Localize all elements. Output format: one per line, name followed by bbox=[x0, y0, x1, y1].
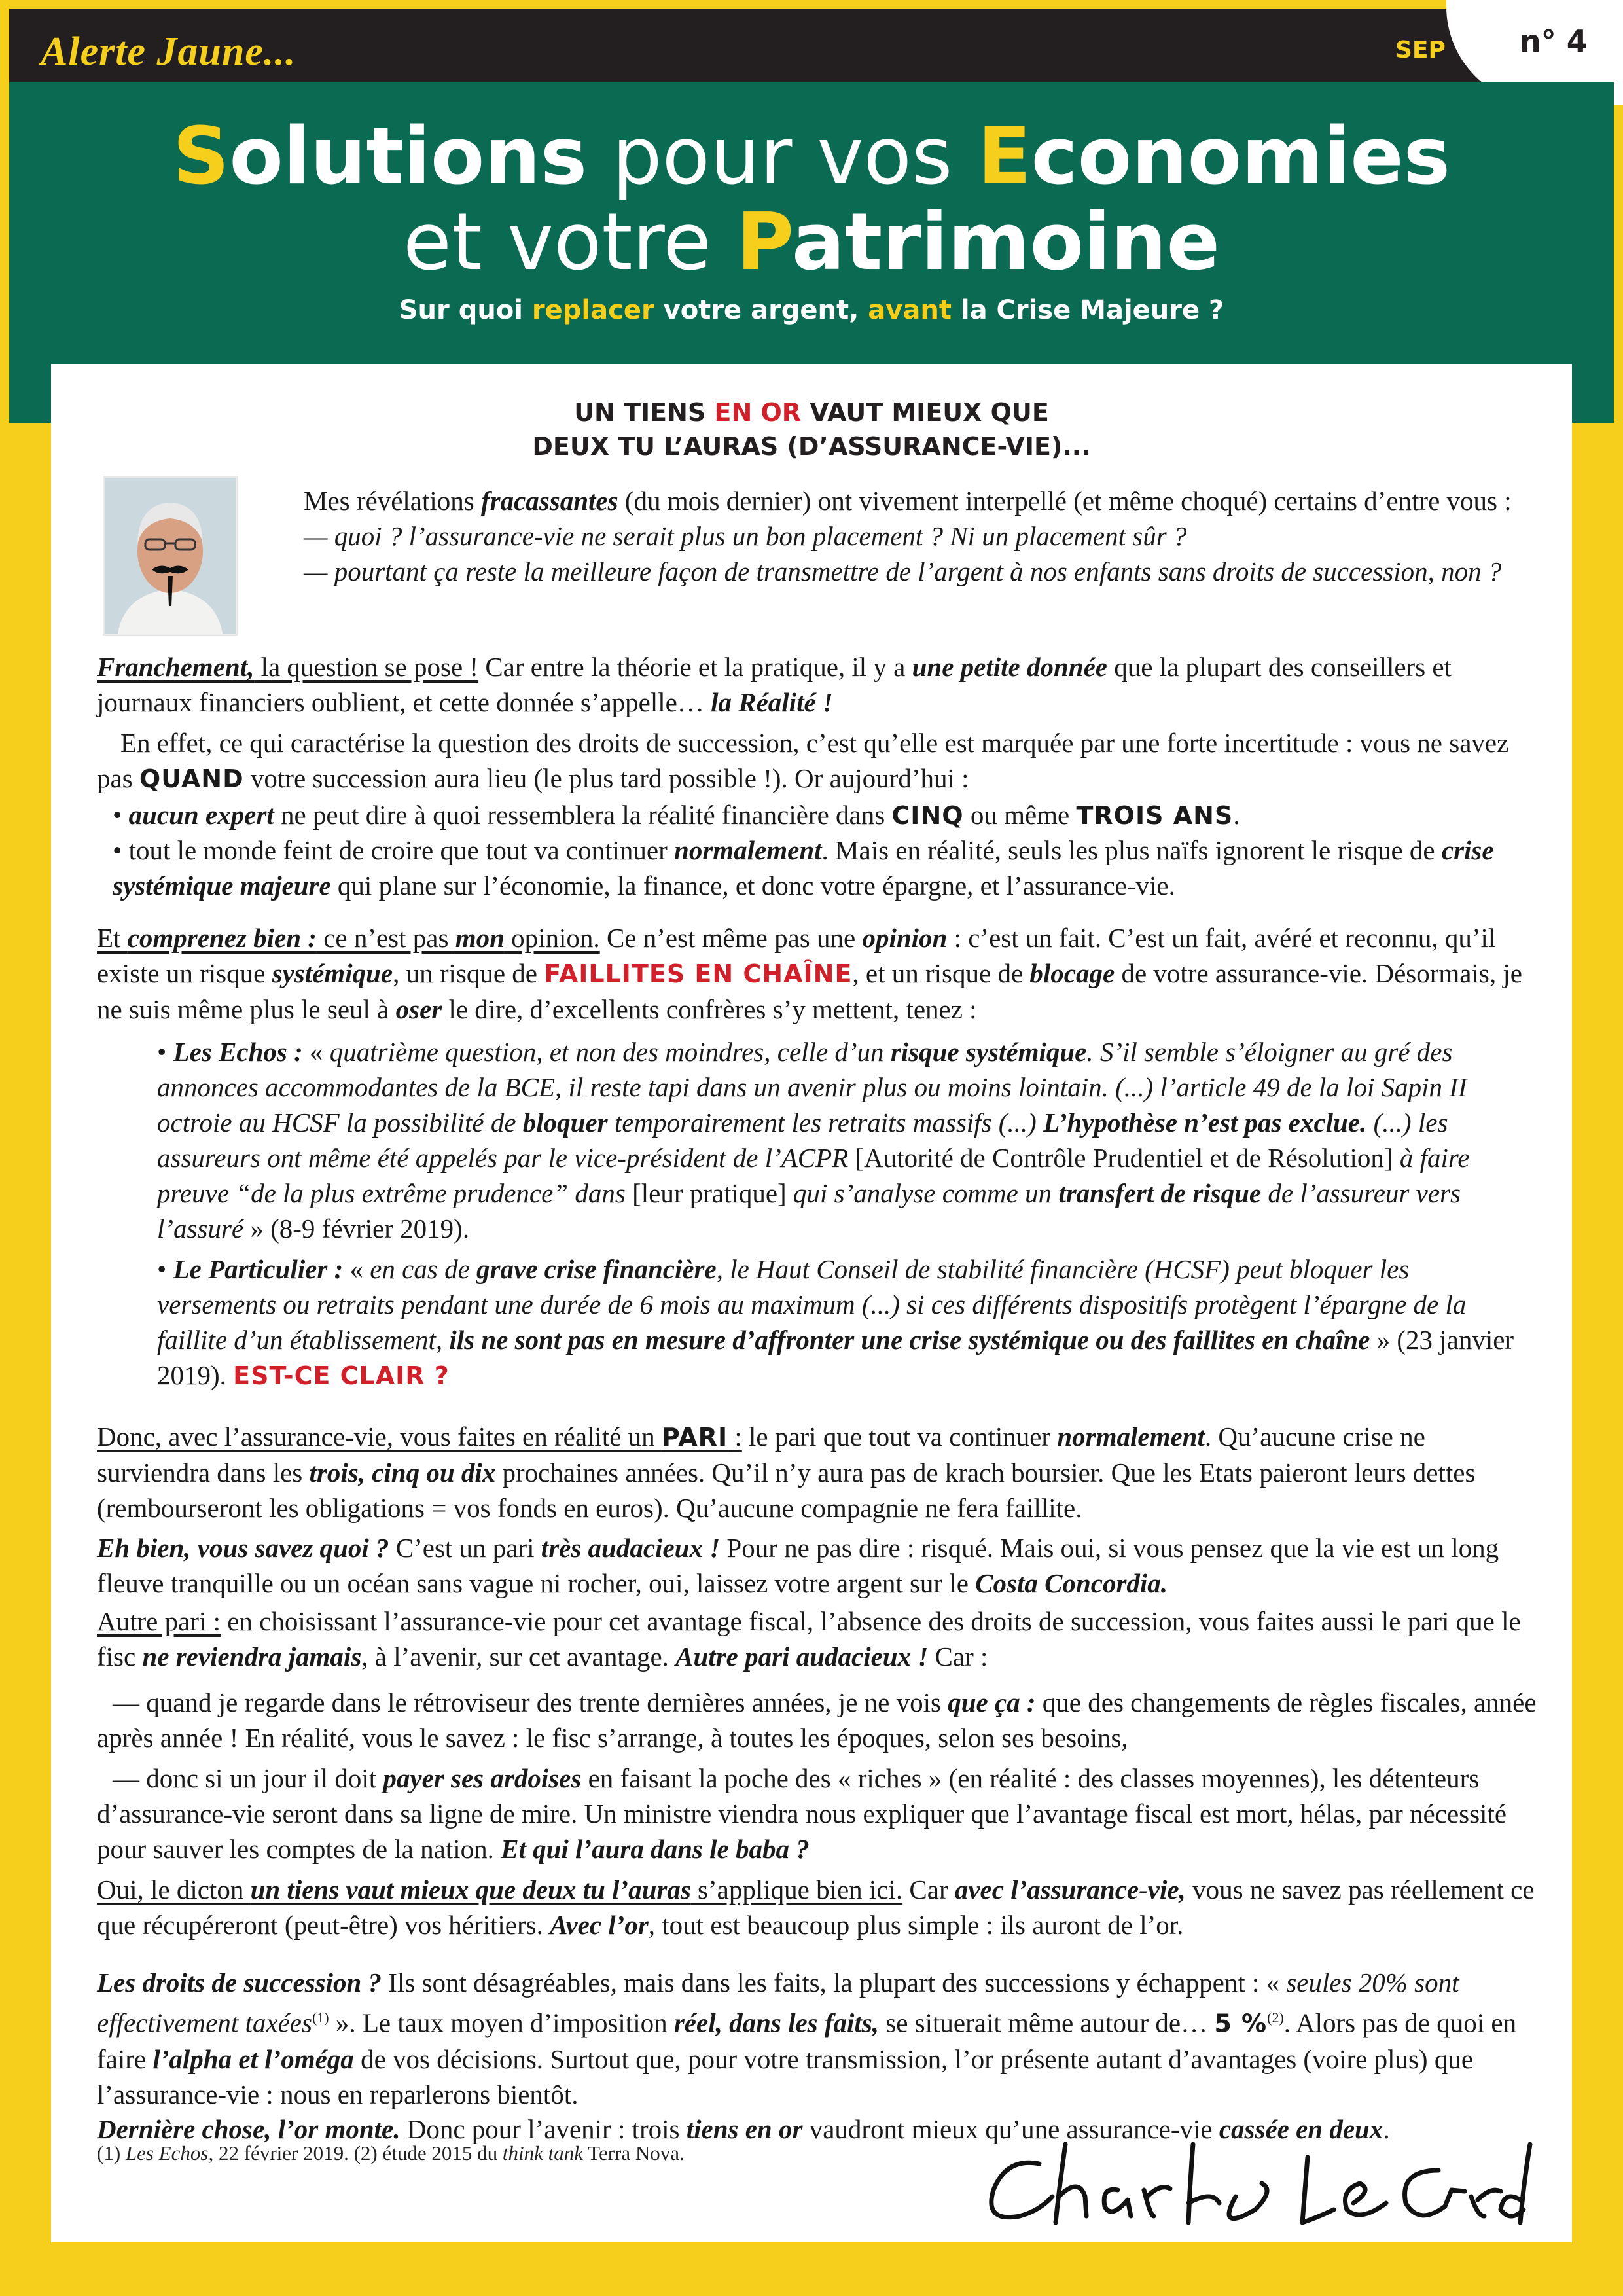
brand-label: SEP bbox=[1395, 37, 1446, 63]
footnote: (1) Les Echos, 22 février 2019. (2) étude 2015 du think tank Terra Nova. bbox=[97, 2142, 685, 2164]
paragraph-10: Les droits de succession ? Ils sont désagréables, mais dans les faits, la plupart des successions y échappent : « seules 20% sont effectivement taxées$^{(1)}$ ». Le taux moyen d’imposition réel, dans les faits, se situerait même autour de… 5 %$^{(2)}$. Alors pas de quoi en faire l’alpha et l’oméga de vos décisions. Surtout que, pour votre transmission, l’or présente autant d’avantages (voire plus) que l’assurance-vie : nous en reparlerons bientôt. bbox=[97, 1967, 1517, 2109]
paragraph-7: — quand je regarde dans le rétroviseur des trente dernières années, je ne vois que ça : que des changements de règles fiscales, année après année ! En réalité, vous le savez : le fisc s’arrange, à toutes les époques, selon ses besoins, bbox=[97, 1687, 1537, 1753]
bullet-2: • tout le monde feint de croire que tout va continuer normalement. Mais en réalité, seuls les plus naïfs ignorent le risque de crise systémique majeure qui plane sur l’économie, la finance, et donc votre épargne, et l’assurance-vie. bbox=[113, 835, 1494, 901]
article-headline: UN TIENS EN OR VAUT MIEUX QUE DEUX TU L’AURAS (D’ASSURANCE-VIE)... bbox=[532, 398, 1091, 461]
paragraph-9: Oui, le dicton un tiens vaut mieux que deux tu l’auras s’applique bien ici. Car avec l’assurance-vie, vous ne savez pas réellement ce que récupéreront (peut-être) vos héritiers. Avec l’or, tout est beaucoup plus simple : ils auront de l’or. bbox=[97, 1874, 1535, 1940]
bullet-1: • aucun expert ne peut dire à quoi ressemblera la réalité financière dans CINQ ou même TROIS ANS. bbox=[113, 800, 1240, 830]
title-line-1: Solutions pour vos Economies bbox=[172, 111, 1451, 202]
series-name: Alerte Jaune... bbox=[41, 29, 296, 74]
signature-icon bbox=[967, 2118, 1543, 2249]
top-bar bbox=[9, 9, 1614, 82]
paragraph-8: — donc si un jour il doit payer ses ardoises en faisant la poche des « riches » (en réalité : des classes moyennes), les détenteurs d’assurance-vie seront dans sa ligne de mire. Un ministre viendra nous expliquer que l’avantage fiscal est mort, hélas, par nécessité pour sauver les comptes de la nation. Et qui l’aura dans le baba ? bbox=[97, 1763, 1507, 1864]
paragraph-4: Donc, avec l’assurance-vie, vous faites en réalité un PARI : le pari que tout va continuer normalement. Qu’aucune crise ne surviendra dans les trois, cinq ou dix prochaines années. Qu’il n’y aura pas de krach boursier. Que les Etats paieront leurs dettes (rembourseront les obligations = vos fonds en euros). Qu’aucune compagnie ne fera faillite. bbox=[97, 1422, 1476, 1523]
paragraph-11: Dernière chose, l’or monte. Donc pour l’avenir : trois tiens en or vaudront mieux qu’une assurance-vie cassée en deux. bbox=[97, 2114, 1390, 2144]
paragraph-6: Autre pari : en choisissant l’assurance-vie pour cet avantage fiscal, l’absence des droits de succession, vous faites aussi le pari que le fisc ne reviendra jamais, à l’avenir, sur cet avantage. Autre pari audacieux ! Car : bbox=[97, 1606, 1521, 1672]
author-portrait-icon bbox=[105, 478, 236, 634]
paragraph-2: En effet, ce qui caractérise la question des droits de succession, c’est qu’elle est marquée par une forte incertitude : vous ne savez pas QUAND votre succession aura lieu (le plus tard possible !). Or aujourd’hui : bbox=[97, 728, 1509, 793]
paragraph-3: Et comprenez bien : ce n’est pas mon opinion. Ce n’est même pas une opinion : c’est un fait. C’est un fait, avéré et reconnu, qu’il existe un risque systémique, un risque de FAILLITES EN CHAÎNE, et un risque de blocage de votre assurance-vie. Désormais, je ne suis même plus le seul à oser le dire, d’excellents confrères s’y mettent, tenez : bbox=[97, 923, 1522, 1024]
quote-le-particulier: • Le Particulier : « en cas de grave crise financière, le Haut Conseil de stabilité financière (HCSF) peut bloquer les versements ou retraits pendant une durée de 6 mois au maximum (...) si ces différents dispositifs protègent l’épargne de la faillite d’un établissement, ils ne sont pas en mesure d’affronter une crise systémique ou des faillites en chaîne » (23 janvier 2019). EST-CE CLAIR ? bbox=[157, 1254, 1514, 1390]
article-card bbox=[51, 364, 1572, 2242]
title-line-2: et votre Patrimoine bbox=[402, 197, 1220, 288]
intro-paragraph: Mes révélations fracassantes (du mois dernier) ont vivement interpellé (et même choqué) certains d’entre vous : — quoi ? l’assurance-vie ne serait plus un bon placement ? Ni un placement sûr ? — pourtant ça reste la meilleure façon de transmettre de l’argent à nos enfants sans droits de succession, non ? bbox=[304, 486, 1512, 586]
paragraph-5: Eh bien, vous savez quoi ? C’est un pari très audacieux ! Pour ne pas dire : risqué. Mais oui, si vous pensez que la vie est un long fleuve tranquille ou un océan sans vague ni rocher, oui, laissez votre argent sur le Costa Concordia. bbox=[97, 1533, 1499, 1598]
quote-les-echos: • Les Echos : « quatrième question, et non des moindres, celle d’un risque systémique. S’il semble s’éloigner au gré des annonces accommodantes de la BCE, il reste tapi dans un avenir plus ou moins lointain. (...) l’article 49 de la loi Sapin II octroie au HCSF la possibilité de bloquer temporairement les retraits massifs (...) L’hypothèse n’est pas exclue. (...) les assureurs ont même été appelés par le vice-président de l’ACPR [Autorité de Contrôle Prudentiel et de Résolution] à faire preuve “de la plus extrême prudence” dans [leur pratique] qui s’analyse comme un transfert de risque de l’assureur vers l’assuré » (8-9 février 2019). bbox=[157, 1037, 1470, 1244]
author-photo bbox=[105, 478, 236, 634]
issue-number: n° 4 bbox=[1520, 24, 1588, 59]
subtitle: Sur quoi replacer votre argent, avant la Crise Majeure ? bbox=[399, 295, 1224, 325]
paragraph-1: Franchement, la question se pose ! Car entre la théorie et la pratique, il y a une petite donnée que la plupart des conseillers et journaux financiers oublient, et cette donnée s’appelle… la Réalité ! bbox=[97, 652, 1452, 717]
